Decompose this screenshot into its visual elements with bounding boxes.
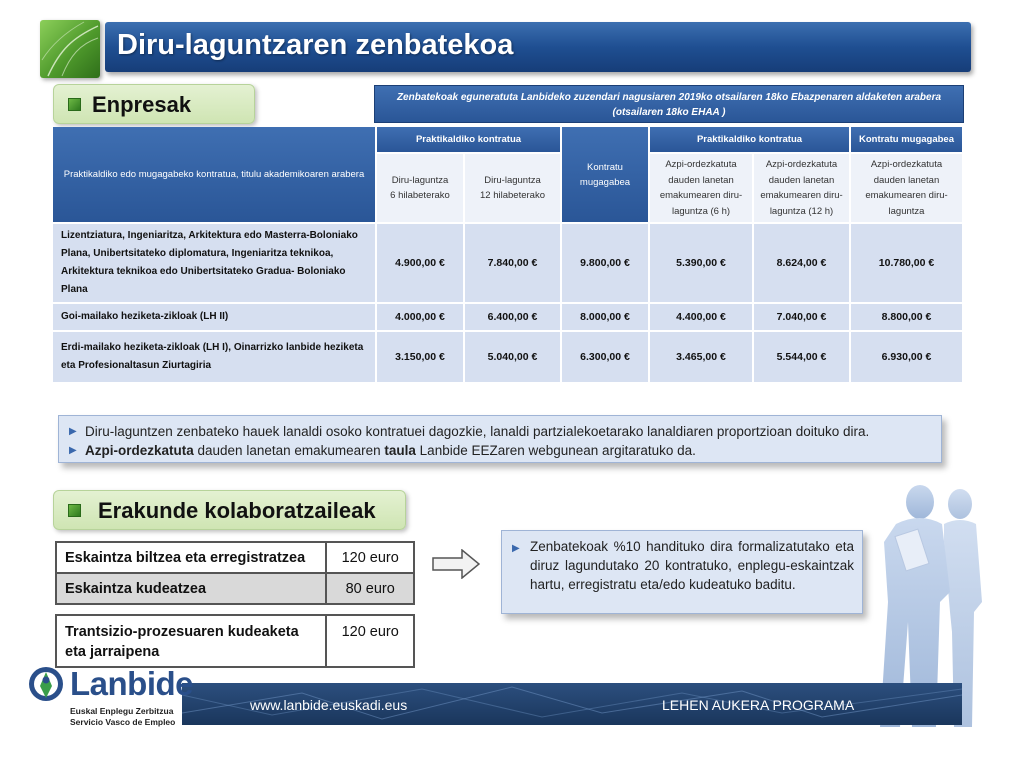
info-line-1-text: Diru-laguntzen zenbateko hauek lanaldi osoko kontratuei dagozkie, lanaldi partzialekoetarako lanaldiaren proportzioan doituko dira. — [85, 424, 870, 439]
update-note: Zenbatekoak eguneratuta Lanbideko zuzendari nagusiaren 2019ko otsailaren 18ko Ebazpenaren aldaketen arabera (otsailaren 18ko EHAA ) — [374, 85, 964, 123]
table-row — [53, 224, 962, 302]
table-row — [56, 542, 414, 573]
green-square-icon — [68, 98, 81, 111]
row-label: Erdi-mailako heziketa-zikloak (LH I), Oinarrizko lanbide heziketa eta Profesionaltasun Ziurtagiria — [53, 332, 375, 382]
header-mugagabea-1: Kontratu mugagabea — [562, 127, 648, 222]
lanbide-logo-icon — [28, 664, 68, 708]
cell-value: 3.465,00 € — [650, 332, 752, 382]
title-bar — [105, 22, 971, 72]
trantsizio-label: Trantsizio-prozesuaren kudeaketa eta jarraipena — [56, 615, 326, 667]
info-line-2 — [69, 441, 941, 460]
green-square-icon — [68, 504, 81, 517]
info-box — [58, 415, 942, 463]
section-title-erakunde: Erakunde kolaboratzaileak — [98, 498, 376, 523]
row-label: Goi-mailako heziketa-zikloak (LH II) — [53, 304, 375, 330]
info-line-2-text-1: dauden lanetan emakumearen — [193, 443, 385, 458]
subheader-azpi-12: Azpi-ordezkatuta dauden lanetan emakumearen diru-laguntza (12 h) — [754, 154, 849, 222]
subheader-azpi-6: Azpi-ordezkatuta dauden lanetan emakumearen diru-laguntza (6 h) — [650, 154, 752, 222]
lanbide-wordmark: Lanbide — [70, 665, 194, 702]
cell-value: 6.400,00 € — [465, 304, 560, 330]
footer-bar — [182, 683, 962, 725]
info-line-2-bold-2: taula — [384, 443, 416, 458]
erakunde-label: Eskaintza biltzea eta erregistratzea — [56, 542, 326, 573]
subheader-6-line2: 6 hilabeterako — [390, 190, 450, 201]
cell-value: 5.040,00 € — [465, 332, 560, 382]
erakunde-label: Eskaintza kudeatzea — [56, 573, 326, 604]
info-line-2-text-2: Lanbide EEZaren webgunean argitaratuko da. — [415, 443, 696, 458]
trantsizio-value: 120 euro — [326, 615, 414, 667]
cell-value: 4.000,00 € — [377, 304, 463, 330]
cell-value: 4.900,00 € — [377, 224, 463, 302]
header-praktika-2: Praktikaldiko kontratua — [650, 127, 849, 152]
cell-value: 8.624,00 € — [754, 224, 849, 302]
cell-value: 7.040,00 € — [754, 304, 849, 330]
row-label: Lizentziatura, Ingeniaritza, Arkitektura edo Masterra-Boloniako Plana, Unibertsitateko diplomatura, Ingeniaritza teknikoa, Arkitektura teknikoa edo Unibertsitateko Gradua- Boloniako Plana — [53, 224, 375, 302]
cell-value: 4.400,00 € — [650, 304, 752, 330]
page-title: Diru-laguntzaren zenbatekoa — [117, 29, 514, 61]
header-mugagabea-2: Kontratu mugagabea — [851, 127, 962, 152]
cell-value: 6.930,00 € — [851, 332, 962, 382]
section-label-erakunde — [53, 490, 406, 530]
cell-value: 8.800,00 € — [851, 304, 962, 330]
increase-note-box — [501, 530, 863, 614]
cell-value: 5.390,00 € — [650, 224, 752, 302]
header-logo-icon — [40, 20, 100, 78]
footer-program: LEHEN AUKERA PROGRAMA — [662, 697, 855, 713]
header-praktika-1: Praktikaldiko kontratua — [377, 127, 560, 152]
table-row — [53, 304, 962, 330]
cell-value: 7.840,00 € — [465, 224, 560, 302]
cell-value: 3.150,00 € — [377, 332, 463, 382]
lanbide-subtitle-1: Euskal Enplegu Zerbitzua — [70, 706, 174, 716]
subheader-12-line1: Diru-laguntza — [484, 174, 541, 186]
section-label-enpresak — [53, 84, 255, 124]
erakunde-table — [55, 541, 415, 605]
right-arrow-icon — [432, 549, 480, 584]
table-row — [53, 332, 962, 382]
triangle-bullet-icon: ▶ — [69, 445, 77, 456]
table-row — [56, 573, 414, 604]
info-line-1 — [69, 422, 941, 441]
cell-value: 5.544,00 € — [754, 332, 849, 382]
cell-value: 8.000,00 € — [562, 304, 648, 330]
triangle-bullet-icon: ▶ — [512, 543, 520, 554]
subheader-6-line1: Diru-laguntza — [391, 174, 449, 186]
subsidy-table — [51, 125, 964, 384]
subheader-12-line2: 12 hilabeterako — [480, 190, 545, 201]
footer-url-link[interactable]: www.lanbide.euskadi.eus — [250, 697, 408, 713]
cell-value: 9.800,00 € — [562, 224, 648, 302]
cell-value: 10.780,00 € — [851, 224, 962, 302]
increase-note-text: Zenbatekoak %10 handituko dira formalizatutako eta diruz lagundutako 20 kontratuko, enplegu-eskaintzak hartu, erregistratu eta/edo kudeatuko baditu. — [530, 539, 854, 592]
info-line-2-bold-1: Azpi-ordezkatuta — [85, 443, 194, 458]
erakunde-value: 120 euro — [326, 542, 414, 573]
subheader-12-hilabete — [465, 154, 560, 222]
triangle-bullet-icon: ▶ — [69, 426, 77, 437]
lanbide-subtitle-2: Servicio Vasco de Empleo — [70, 717, 176, 727]
cell-value: 6.300,00 € — [562, 332, 648, 382]
subheader-azpi-mugagabea: Azpi-ordezkatuta dauden lanetan emakumearen diru-laguntza — [851, 154, 962, 222]
corner-header: Praktikaldiko edo mugagabeko kontratua, titulu akademikoaren arabera — [53, 127, 375, 222]
lanbide-logo — [28, 660, 194, 730]
subheader-6-hilabete — [377, 154, 463, 222]
section-title-enpresak: Enpresak — [92, 92, 192, 117]
erakunde-value: 80 euro — [326, 573, 414, 604]
